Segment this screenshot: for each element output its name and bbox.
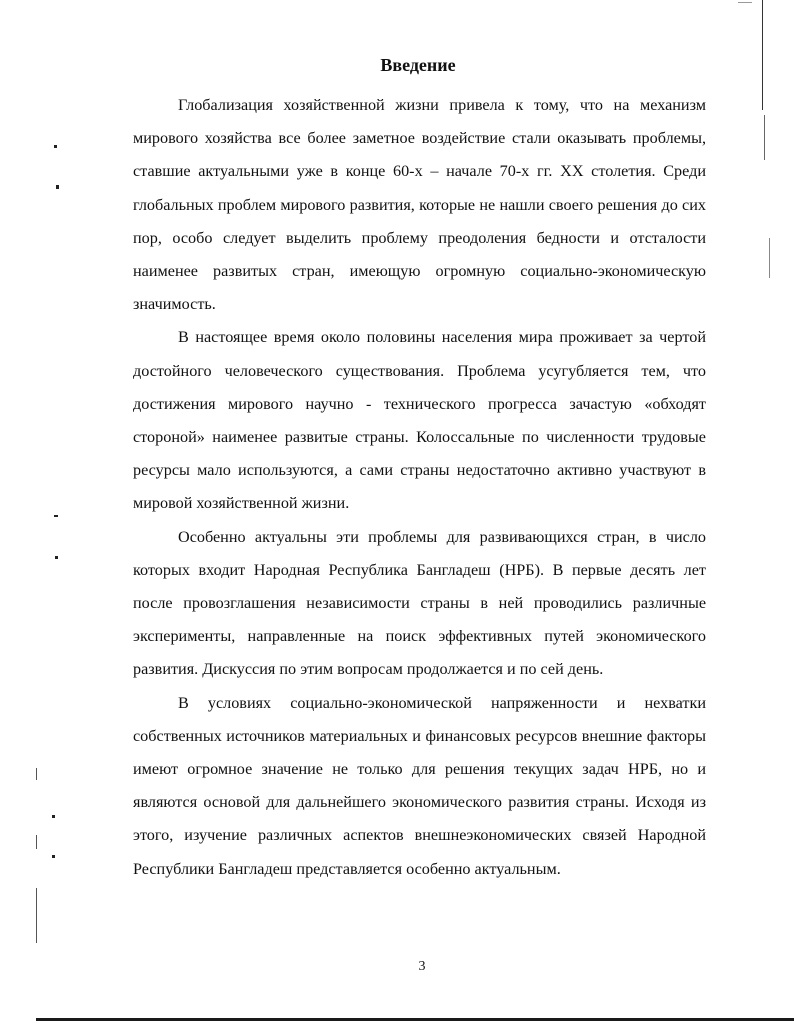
scan-dot bbox=[52, 815, 55, 818]
scan-dash bbox=[738, 2, 752, 3]
scan-dot bbox=[56, 185, 59, 189]
scan-line bbox=[36, 888, 37, 943]
scan-line bbox=[764, 115, 765, 160]
body-text bbox=[133, 89, 706, 886]
scan-bottom-rule bbox=[36, 1018, 794, 1021]
scan-dot bbox=[52, 855, 55, 858]
scan-line bbox=[36, 768, 37, 780]
scan-dot bbox=[54, 145, 57, 148]
scan-line bbox=[762, 0, 763, 110]
page-number: 3 bbox=[418, 959, 426, 974]
page-title: Введение bbox=[380, 55, 456, 75]
scan-dot bbox=[55, 556, 58, 559]
paragraph-3: Особенно актуальны эти проблемы для развивающихся стран, в число которых входит Народная Республика Бангладеш (НРБ). В первые десять лет после провозглашения независимости страны в ней проводились различные эксперименты, направленные на поиск эффективных путей экономического развития. Дискуссия по этим вопросам продолжается и по сей день. bbox=[133, 527, 706, 679]
paragraph-2: В настоящее время около половины населения мира проживает за чертой достойного человеческого существования. Проблема усугубляется тем, что достижения мирового научно - технического прогресса зачастую «обходят стороной» наименее развитые страны. Колоссальные по численности трудовые ресурсы мало используются, а сами страны недостаточно активно участвуют в мировой хозяйственной жизни. bbox=[133, 328, 706, 513]
scan-line bbox=[36, 835, 37, 849]
paragraph-1: Глобализация хозяйственной жизни привела к тому, что на механизм мирового хозяйства все более заметное воздействие стали оказывать проблемы, ставшие актуальными уже в конце 60-х – начале 70-х гг. XX столетия. Среди глобальных проблем мирового развития, которые не нашли своего решения до сих пор, особо следует выделить проблему преодоления бедности и отсталости наименее развитых стран, имеющую огромную социально-экономическую значимость. bbox=[133, 96, 706, 314]
paragraph-4: В условиях социально-экономической напряженности и нехватки собственных источников материальных и финансовых ресурсов внешние факторы имеют огромное значение не только для решения текущих задач НРБ, но и являются основой для дальнейшего экономического развития страны. Исходя из этого, изучение различных аспектов внешнеэкономических связей Народной Республики Бангладеш представляется особенно актуальным. bbox=[133, 693, 706, 878]
scan-dot bbox=[54, 515, 58, 517]
scan-line bbox=[769, 238, 770, 278]
